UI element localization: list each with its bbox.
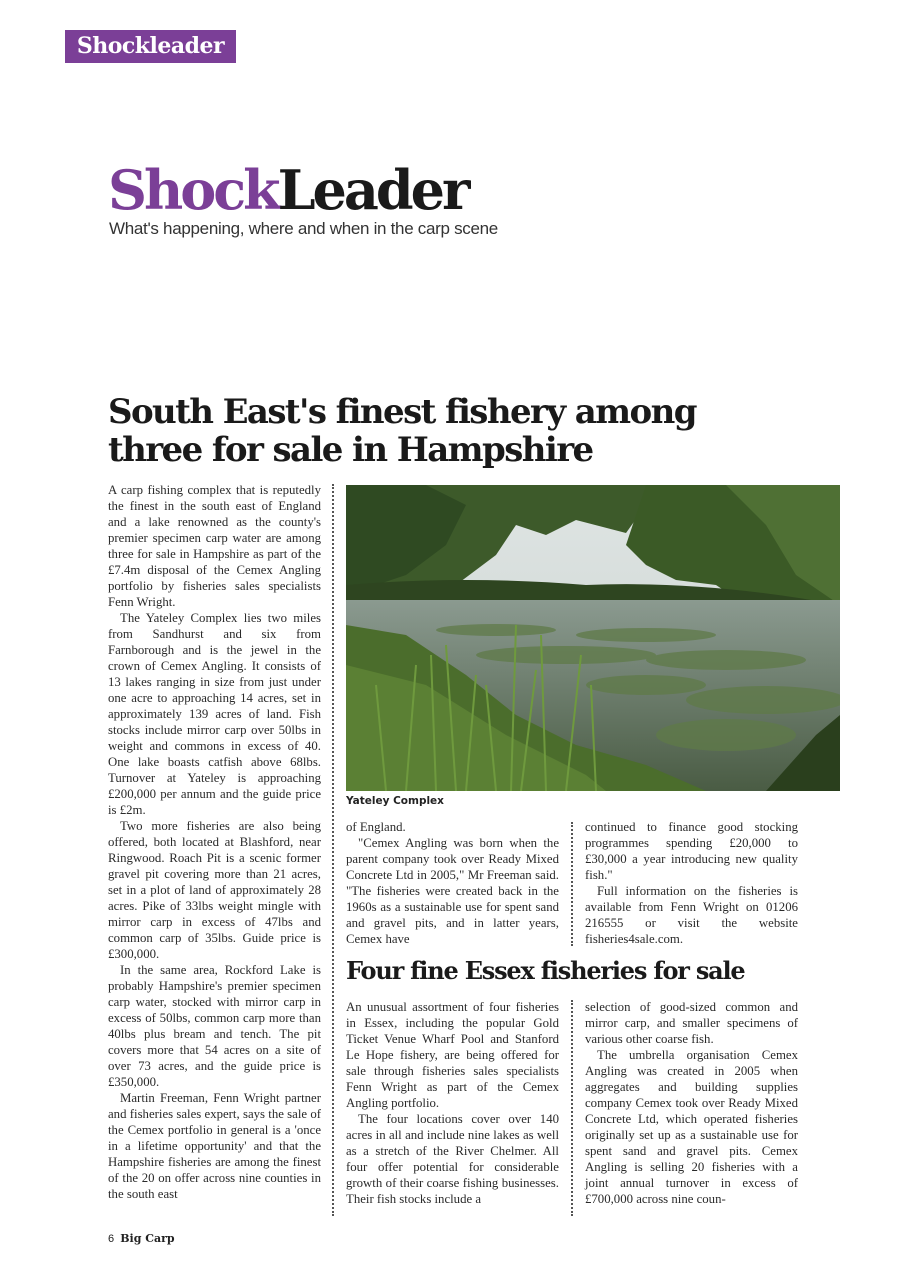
paragraph: The Yateley Complex lies two miles from Sandhurst and six from Farnborough and is the jewel in the crown of Cemex Angling. It consists of 13 lakes ranging in size from just under one acre to approaching 14 acres, set in approximately 139 acres of land. Fish stocks include mirror carp over 50lbs in weight and commons in excess of 40. One lake boasts catfish above 68lbs. Turnover at Yateley is approaching £200,000 per annum and the guide price is £2m.	[108, 611, 321, 817]
section-tag: Shockleader	[65, 30, 236, 63]
paragraph: Martin Freeman, Fenn Wright partner and fisheries sales expert, says the sale of the Cemex portfolio in general is a 'once in a lifetime opportunity' and that the Hampshire fisheries are among the finest of the 20 on offer across nine counties in the south east	[108, 1091, 321, 1201]
paragraph: "Cemex Angling was born when the parent company took over Ready Mixed Concrete Ltd in 2005," Mr Freeman said. "The fisheries were created back in the 1960s as a sustainable use for spent sand and gravel pits, and in latter years, Cemex have	[346, 836, 559, 946]
article-column-1	[108, 482, 321, 1202]
photo-caption: Yateley Complex	[346, 795, 444, 807]
column-divider	[571, 822, 573, 946]
page-number: 6	[108, 1233, 115, 1245]
paragraph: The umbrella organisation Cemex Angling was created in 2005 when aggregates and building supplies company Cemex took over Ready Mixed Concrete Ltd, which operated fisheries originally set up as a sustainable use for spent sand and gravel pits. Cemex Angling is selling 20 fisheries with a joint annual turnover in excess of £700,000 across nine coun-	[585, 1048, 798, 1206]
paragraph: The four locations cover over 140 acres in all and include nine lakes as well as a stretch of the River Chelmer. All four offer potential for considerable growth of their coarse fishing businesses. Their fish stocks include a	[346, 1112, 559, 1206]
masthead-leader: Leader	[277, 158, 468, 222]
paragraph: In the same area, Rockford Lake is probably Hampshire's premier specimen carp water, stocked with mirror carp in excess of 50lbs, common carp more than 40lbs plus bream and tench. The pit covers more that 54 acres on a site of over 73 acres, and the guide price is £350,000.	[108, 963, 321, 1089]
paragraph: Two more fisheries are also being offered, both located at Blashford, near Ringwood. Roach Pit is a scenic former gravel pit covering more than 21 acres, set in a plot of land of approximately 28 acres. Pike of 33lbs weight mingle with mirror carp in excess of 47lbs and common carp of 35lbs. Guide price is £300,000.	[108, 819, 321, 961]
paragraph: Full information on the fisheries is available from Fenn Wright on 01206 216555 or visit the website fisheries4sale.com.	[585, 884, 798, 946]
column-divider	[571, 1000, 573, 1216]
article-2-column-1	[346, 999, 559, 1207]
paragraph: A carp fishing complex that is reputedly the finest in the south east of England and a lake renowned as the county's premier specimen carp water are among three for sale in Hampshire as part of the £7.4m disposal of the Cemex Angling portfolio by fisheries sales specialists Fenn Wright.	[108, 483, 321, 609]
paragraph: of England.	[346, 820, 406, 834]
page-footer	[108, 1232, 175, 1245]
article-2-headline: Four fine Essex fisheries for sale	[346, 956, 745, 985]
column-divider	[332, 484, 334, 1216]
article-headline: South East's finest fishery among three for sale in Hampshire	[108, 392, 696, 470]
article-column-3	[585, 819, 798, 947]
masthead-tagline: What's happening, where and when in the carp scene	[109, 219, 498, 238]
article-column-2	[346, 819, 559, 947]
article-2-column-2	[585, 999, 798, 1207]
magazine-name: Big Carp	[120, 1232, 175, 1245]
paragraph: An unusual assortment of four fisheries in Essex, including the popular Gold Ticket Venue Wharf Pool and Stanford Le Hope fishery, are being offered for sale through fisheries sales specialists Fenn Wright as part of the Cemex Angling portfolio.	[346, 1000, 559, 1110]
lake-photo	[346, 485, 840, 791]
paragraph: selection of good-sized common and mirror carp, and smaller specimens of various other coarse fish.	[585, 1000, 798, 1046]
masthead-shock: Shock	[108, 158, 278, 222]
masthead	[108, 158, 467, 222]
paragraph: continued to finance good stocking programmes spending £20,000 to £30,000 a year introducing new quality fish."	[585, 820, 798, 882]
